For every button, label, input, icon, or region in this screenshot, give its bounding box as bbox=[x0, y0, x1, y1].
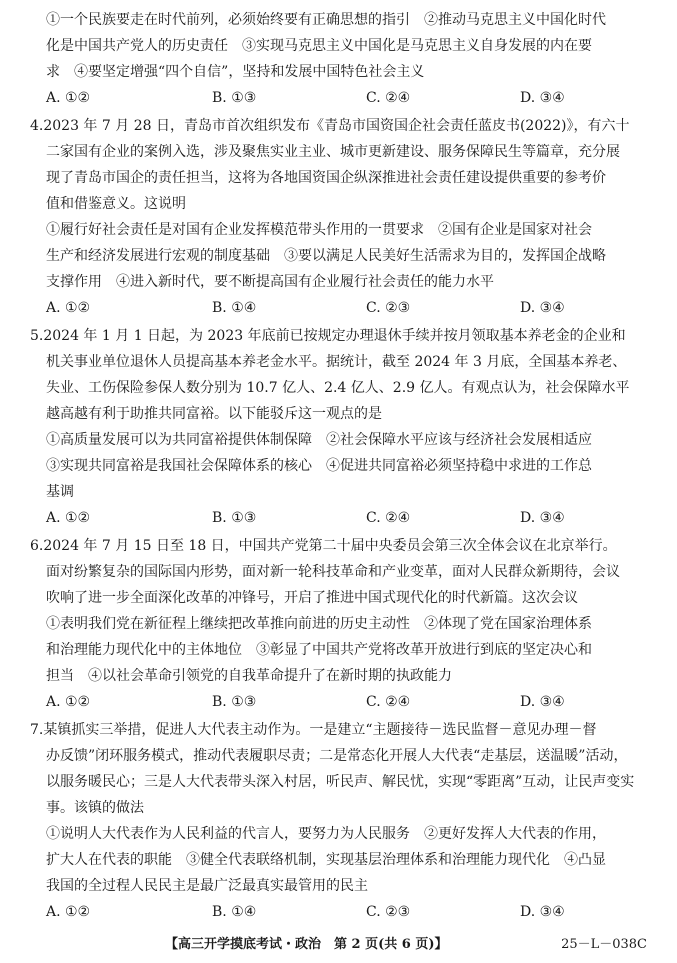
page-footer bbox=[0, 935, 677, 955]
q4-statement-line: 支撑作用 ④进入新时代，要不断提高国有企业履行社会责任的能力水平 bbox=[46, 274, 494, 290]
prev-statement-line: ①一个民族要走在时代前列，必须始终要有正确思想的指引 ②推动马克思主义中国化时代 bbox=[46, 12, 606, 28]
prev-statement-line: 化是中国共产党人的历史责任 ③实现马克思主义中国化是马克思主义自身发展的内在要 bbox=[46, 38, 592, 54]
q4-stem-line: 二家国有企业的案例入选，涉及聚焦实业主业、城市更新建设、服务保障民生等篇章，充分展 bbox=[46, 144, 620, 160]
option-c: C. ②④ bbox=[366, 90, 411, 106]
option-c: C. ②③ bbox=[366, 904, 411, 920]
q4-options bbox=[46, 298, 646, 318]
q7-stem-line: 7.某镇抓实三举措，促进人大代表主动作为。一是建立“主题接待－选民监督－意见办理－督 bbox=[30, 722, 597, 738]
q6-statement-line: 担当 ④以社会革命引领党的自我革命提升了在新时期的执政能力 bbox=[46, 668, 452, 684]
q7-stem-line: 办反馈”闭环服务模式，推动代表履职尽责；二是常态化开展人大代表“走基层，送温暖”活动， bbox=[46, 748, 628, 764]
q6-statement-line: ①表明我们党在新征程上继续把改革推向前进的历史主动性 ②体现了党在国家治理体系 bbox=[46, 616, 592, 632]
option-b: B. ①③ bbox=[212, 510, 257, 526]
q4-stem-line: 4.2023 年 7 月 28 日，青岛市首次组织发布《青岛市国资国企社会责任蓝皮书(2022)》，有六十 bbox=[30, 118, 630, 134]
q6-stem-line: 吹响了进一步全面深化改革的冲锋号，开启了推进中国式现代化的时代新篇。这次会议 bbox=[46, 590, 578, 606]
q5-statement-line: 基调 bbox=[46, 484, 74, 500]
option-a: A. ①② bbox=[46, 300, 91, 316]
prev-options bbox=[46, 88, 646, 108]
q7-statement-line: 我国的全过程人民民主是最广泛最真实最管用的民主 bbox=[46, 878, 368, 894]
option-d: D. ③④ bbox=[520, 694, 565, 710]
q5-stem-line: 5.2024 年 1 月 1 日起，为 2023 年底前已按规定办理退休手续并按月领取基本养老金的企业和 bbox=[30, 328, 626, 344]
option-d: D. ③④ bbox=[520, 300, 565, 316]
option-a: A. ①② bbox=[46, 510, 91, 526]
q7-stem-line: 以服务暖民心；三是人大代表带头深入村居，听民声、解民忧，实现“零距离”互动，让民声变实 bbox=[46, 774, 635, 790]
q6-statement-line: 和治理能力现代化中的主体地位 ③彰显了中国共产党将改革开放进行到底的坚定决心和 bbox=[46, 642, 592, 658]
q4-stem-line: 现了青岛市国企的责任担当，这将为各地国资国企纵深推进社会责任建设提供重要的参考价 bbox=[46, 170, 606, 186]
q5-options bbox=[46, 508, 646, 528]
q6-options bbox=[46, 692, 646, 712]
option-a: A. ①② bbox=[46, 694, 91, 710]
option-c: C. ②③ bbox=[366, 300, 411, 316]
q7-options bbox=[46, 902, 646, 922]
footer-exam-code: 25－L－038C bbox=[561, 937, 647, 952]
q6-stem-line: 面对纷繁复杂的国际国内形势，面对新一轮科技革命和产业变革，面对人民群众新期待，会议 bbox=[46, 564, 620, 580]
option-b: B. ①④ bbox=[212, 300, 257, 316]
q5-stem-line: 失业、工伤保险参保人数分别为 10.7 亿人、2.4 亿人、2.9 亿人。有观点认为，社会保障水平 bbox=[46, 380, 630, 396]
option-b: B. ①③ bbox=[212, 694, 257, 710]
q5-stem-line: 越高越有利于助推共同富裕。以下能驳斥这一观点的是 bbox=[46, 406, 382, 422]
option-c: C. ②④ bbox=[366, 510, 411, 526]
q4-statement-line: 生产和经济发展进行宏观的制度基础 ③要以满足人民美好生活需求为目的，发挥国企战略 bbox=[46, 248, 606, 264]
option-d: D. ③④ bbox=[520, 904, 565, 920]
option-b: B. ①③ bbox=[212, 90, 257, 106]
option-b: B. ①④ bbox=[212, 904, 257, 920]
q4-stem-line: 值和借鉴意义。这说明 bbox=[46, 196, 186, 212]
option-c: C. ②④ bbox=[366, 694, 411, 710]
q6-stem-line: 6.2024 年 7 月 15 日至 18 日，中国共产党第二十届中央委员会第三次全体会议在北京举行。 bbox=[30, 538, 617, 554]
option-d: D. ③④ bbox=[520, 90, 565, 106]
option-a: A. ①② bbox=[46, 90, 91, 106]
q5-statement-line: ③实现共同富裕是我国社会保障体系的核心 ④促进共同富裕必须坚持稳中求进的工作总 bbox=[46, 458, 592, 474]
q5-statement-line: ①高质量发展可以为共同富裕提供体制保障 ②社会保障水平应该与经济社会发展相适应 bbox=[46, 432, 592, 448]
q7-stem-line: 事。该镇的做法 bbox=[46, 800, 144, 816]
footer-page-info: 【高三开学摸底考试・政治 第 2 页(共 6 页)】 bbox=[165, 937, 448, 952]
q5-stem-line: 机关事业单位退休人员提高基本养老金水平。据统计，截至 2024 年 3 月底，全国基本养老、 bbox=[46, 354, 627, 370]
q4-statement-line: ①履行好社会责任是对国有企业发挥模范带头作用的一贯要求 ②国有企业是国家对社会 bbox=[46, 222, 592, 238]
option-d: D. ③④ bbox=[520, 510, 565, 526]
option-a: A. ①② bbox=[46, 904, 91, 920]
q7-statement-line: ①说明人大代表作为人民利益的代言人，要努力为人民服务 ②更好发挥人大代表的作用， bbox=[46, 826, 606, 842]
q7-statement-line: 扩大人在代表的职能 ③健全代表联络机制，实现基层治理体系和治理能力现代化 ④凸显 bbox=[46, 852, 606, 868]
prev-statement-line: 求 ④要坚定增强“四个自信”，坚持和发展中国特色社会主义 bbox=[46, 64, 425, 80]
